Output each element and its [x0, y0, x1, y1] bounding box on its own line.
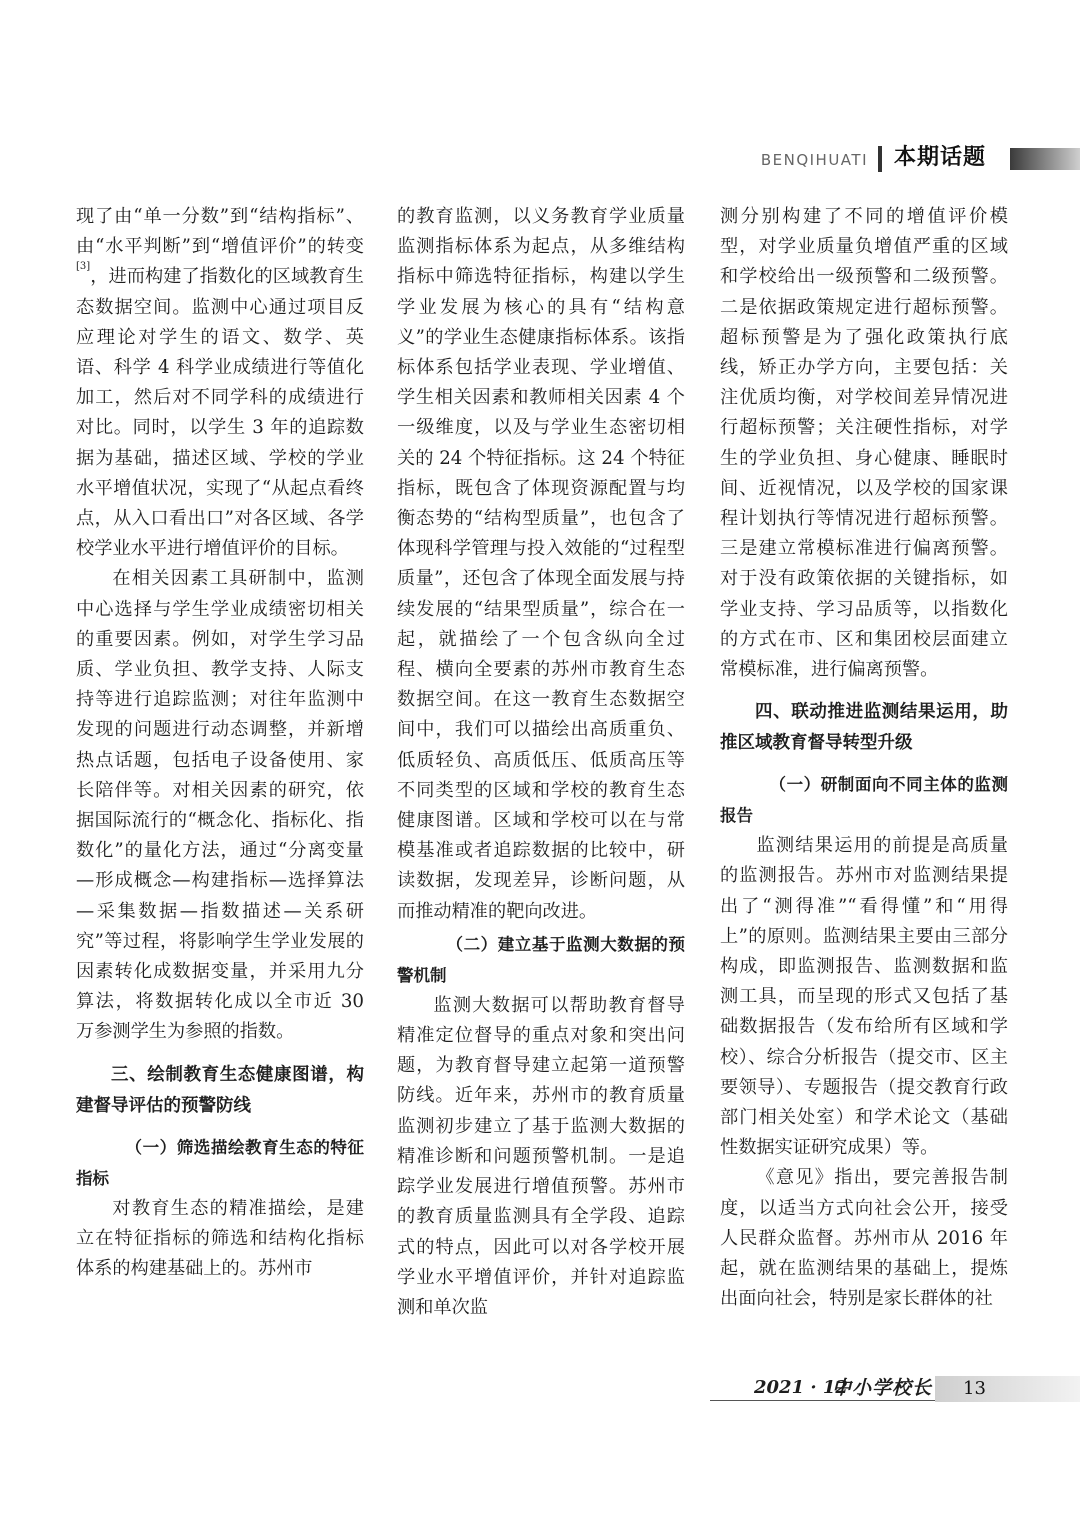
magazine-title: 中小学校长 — [832, 1377, 933, 1399]
column-1 — [76, 202, 364, 1284]
paragraph-text: ，进而构建了指数化的区域教育生态数据空间。监测中心通过项目反应理论对学生的语文、数学、英语、科学 4 科学业成绩进行等值化加工，然后对不同学科的成绩进行对比。同时，以学生 3 年的追踪数据为基础，描述区域、学校的学业水平增值状况，实现了“从起点看终点，从入口看出口”对各区域、各学校学业水平进行增值评价的目标。 — [76, 266, 364, 560]
issue-number: 2021 · 12 — [754, 1377, 848, 1398]
subsection-heading-3-2: （二）建立基于监测大数据的预警机制 — [397, 934, 685, 985]
page-footer — [710, 1376, 1080, 1402]
column-2 — [397, 202, 685, 1323]
section-heading-4: 四、联动推进监测结果运用，助推区域教育督导转型升级 — [720, 702, 1008, 754]
paragraph: 《意见》指出，要完善报告制度，以适当方式向社会公开，接受人民群众监督。苏州市从 2016 年起，就在监测结果的基础上，提炼出面向社会，特别是家长群体的社 — [720, 1167, 1008, 1310]
section-label-zh: 本期话题 — [894, 145, 987, 170]
subsection-heading-3-1: （一）筛选描绘教育生态的特征指标 — [76, 1137, 364, 1188]
citation-ref: [3] — [76, 261, 91, 273]
paragraph-text: 现了由“单一分数”到“结构指标”、由“水平判断”到“增值评价”的转变 — [76, 206, 364, 258]
paragraph — [76, 202, 364, 564]
subsection-heading-4-1: （一）研制面向不同主体的监测报告 — [720, 775, 1008, 826]
paragraph: 对教育生态的精准描绘，是建立在特征指标的筛选和结构化指标体系的构建基础上的。苏州市 — [76, 1197, 364, 1280]
header-separator — [878, 146, 882, 172]
paragraph: 测分别构建了不同的增值评价模型，对学业质量负增值严重的区域和学校给出一级预警和二级预警。二是依据政策规定进行超标预警。超标预警是为了强化政策执行底线，矫正办学方向，主要包括：关注优质均衡，对学校间差异情况进行超标预警；关注硬性指标，对学生的学业负担、身心健康、睡眠时间、近视情况，以及学校的国家课程计划执行等情况进行超标预警。三是建立常模标准进行偏离预警。对于没有政策依据的关键指标，如学业支持、学习品质等，以指数化的方式在市、区和集团校层面建立常模标准，进行偏离预警。 — [720, 206, 1008, 681]
section-heading-3: 三、绘制教育生态健康图谱，构建督导评估的预警防线 — [76, 1064, 364, 1116]
paragraph: 在相关因素工具研制中，监测中心选择与学生学业成绩密切相关的重要因素。例如，对学生学习品质、学业负担、教学支持、人际支持等进行追踪监测；对往年监测中发现的问题进行动态调整，并新增热点话题，包括电子设备使用、家长陪伴等。对相关因素的研究，依据国际流行的“概念化、指标化、指数化”的量化方法，通过“分离变量—形成概念—构建指标—选择算法—采集数据—指数描述—关系研究”等过程，将影响学生学业发展的因素转化成数据变量，并采用九分算法，将数据转化成以全市近 30 万参测学生为参照的指数。 — [76, 568, 364, 1043]
paragraph: 监测结果运用的前提是高质量的监测报告。苏州市对监测结果提出了“测得准”“看得懂”和“用得上”的原则。监测结果主要由三部分构成，即监测报告、监测数据和监测工具，而呈现的形式又包括了基础数据报告（发布给所有区域和学校）、综合分析报告（提交市、区主要领导）、专题报告（提交教育行政部门相关处室）和学术论文（基础性数据实证研究成果）等。 — [720, 835, 1008, 1159]
header-gradient-bar — [1010, 148, 1080, 170]
section-label-en: BENQIHUATI — [760, 151, 868, 169]
running-header — [0, 146, 1080, 176]
column-3 — [720, 202, 1008, 1315]
paragraph: 的教育监测，以义务教育学业质量监测指标体系为起点，从多维结构指标中筛选特征指标，构建以学生学业发展为核心的具有“结构意义”的学业生态健康指标体系。该指标体系包括学业表现、学业增值、学生相关因素和教师相关因素 4 个一级维度，以及与学业生态密切相关的 24 个特征指标。这 24 个特征指标，既包含了体现资源配置与均衡态势的“结构型质量”，也包含了体现科学管理与投入效能的“过程型质量”，还包含了体现全面发展与持续发展的“结果型质量”，综合在一起，就描绘了一个包含纵向全过程、横向全要素的苏州市教育生态数据空间。在这一教育生态数据空间中，我们可以描绘出高质重负、低质轻负、高质低压、低质高压等不同类型的区域和学校的教育生态健康图谱。区域和学校可以在与常模基准或者追踪数据的比较中，研读数据，发现差异，诊断问题，从而推动精准的靶向改进。 — [397, 206, 685, 922]
paragraph: 监测大数据可以帮助教育督导精准定位督导的重点对象和突出问题，为教育督导建立起第一道预警防线。近年来，苏州市的教育质量监测初步建立了基于监测大数据的精准诊断和问题预警机制。一是追踪学业发展进行增值预警。苏州市的教育质量监测具有全学段、追踪式的特点，因此可以对各学校开展学业水平增值评价，并针对追踪监测和单次监 — [397, 994, 685, 1318]
footer-rule — [710, 1400, 935, 1401]
page-number: 13 — [963, 1378, 986, 1399]
page-number-box — [935, 1376, 1080, 1402]
